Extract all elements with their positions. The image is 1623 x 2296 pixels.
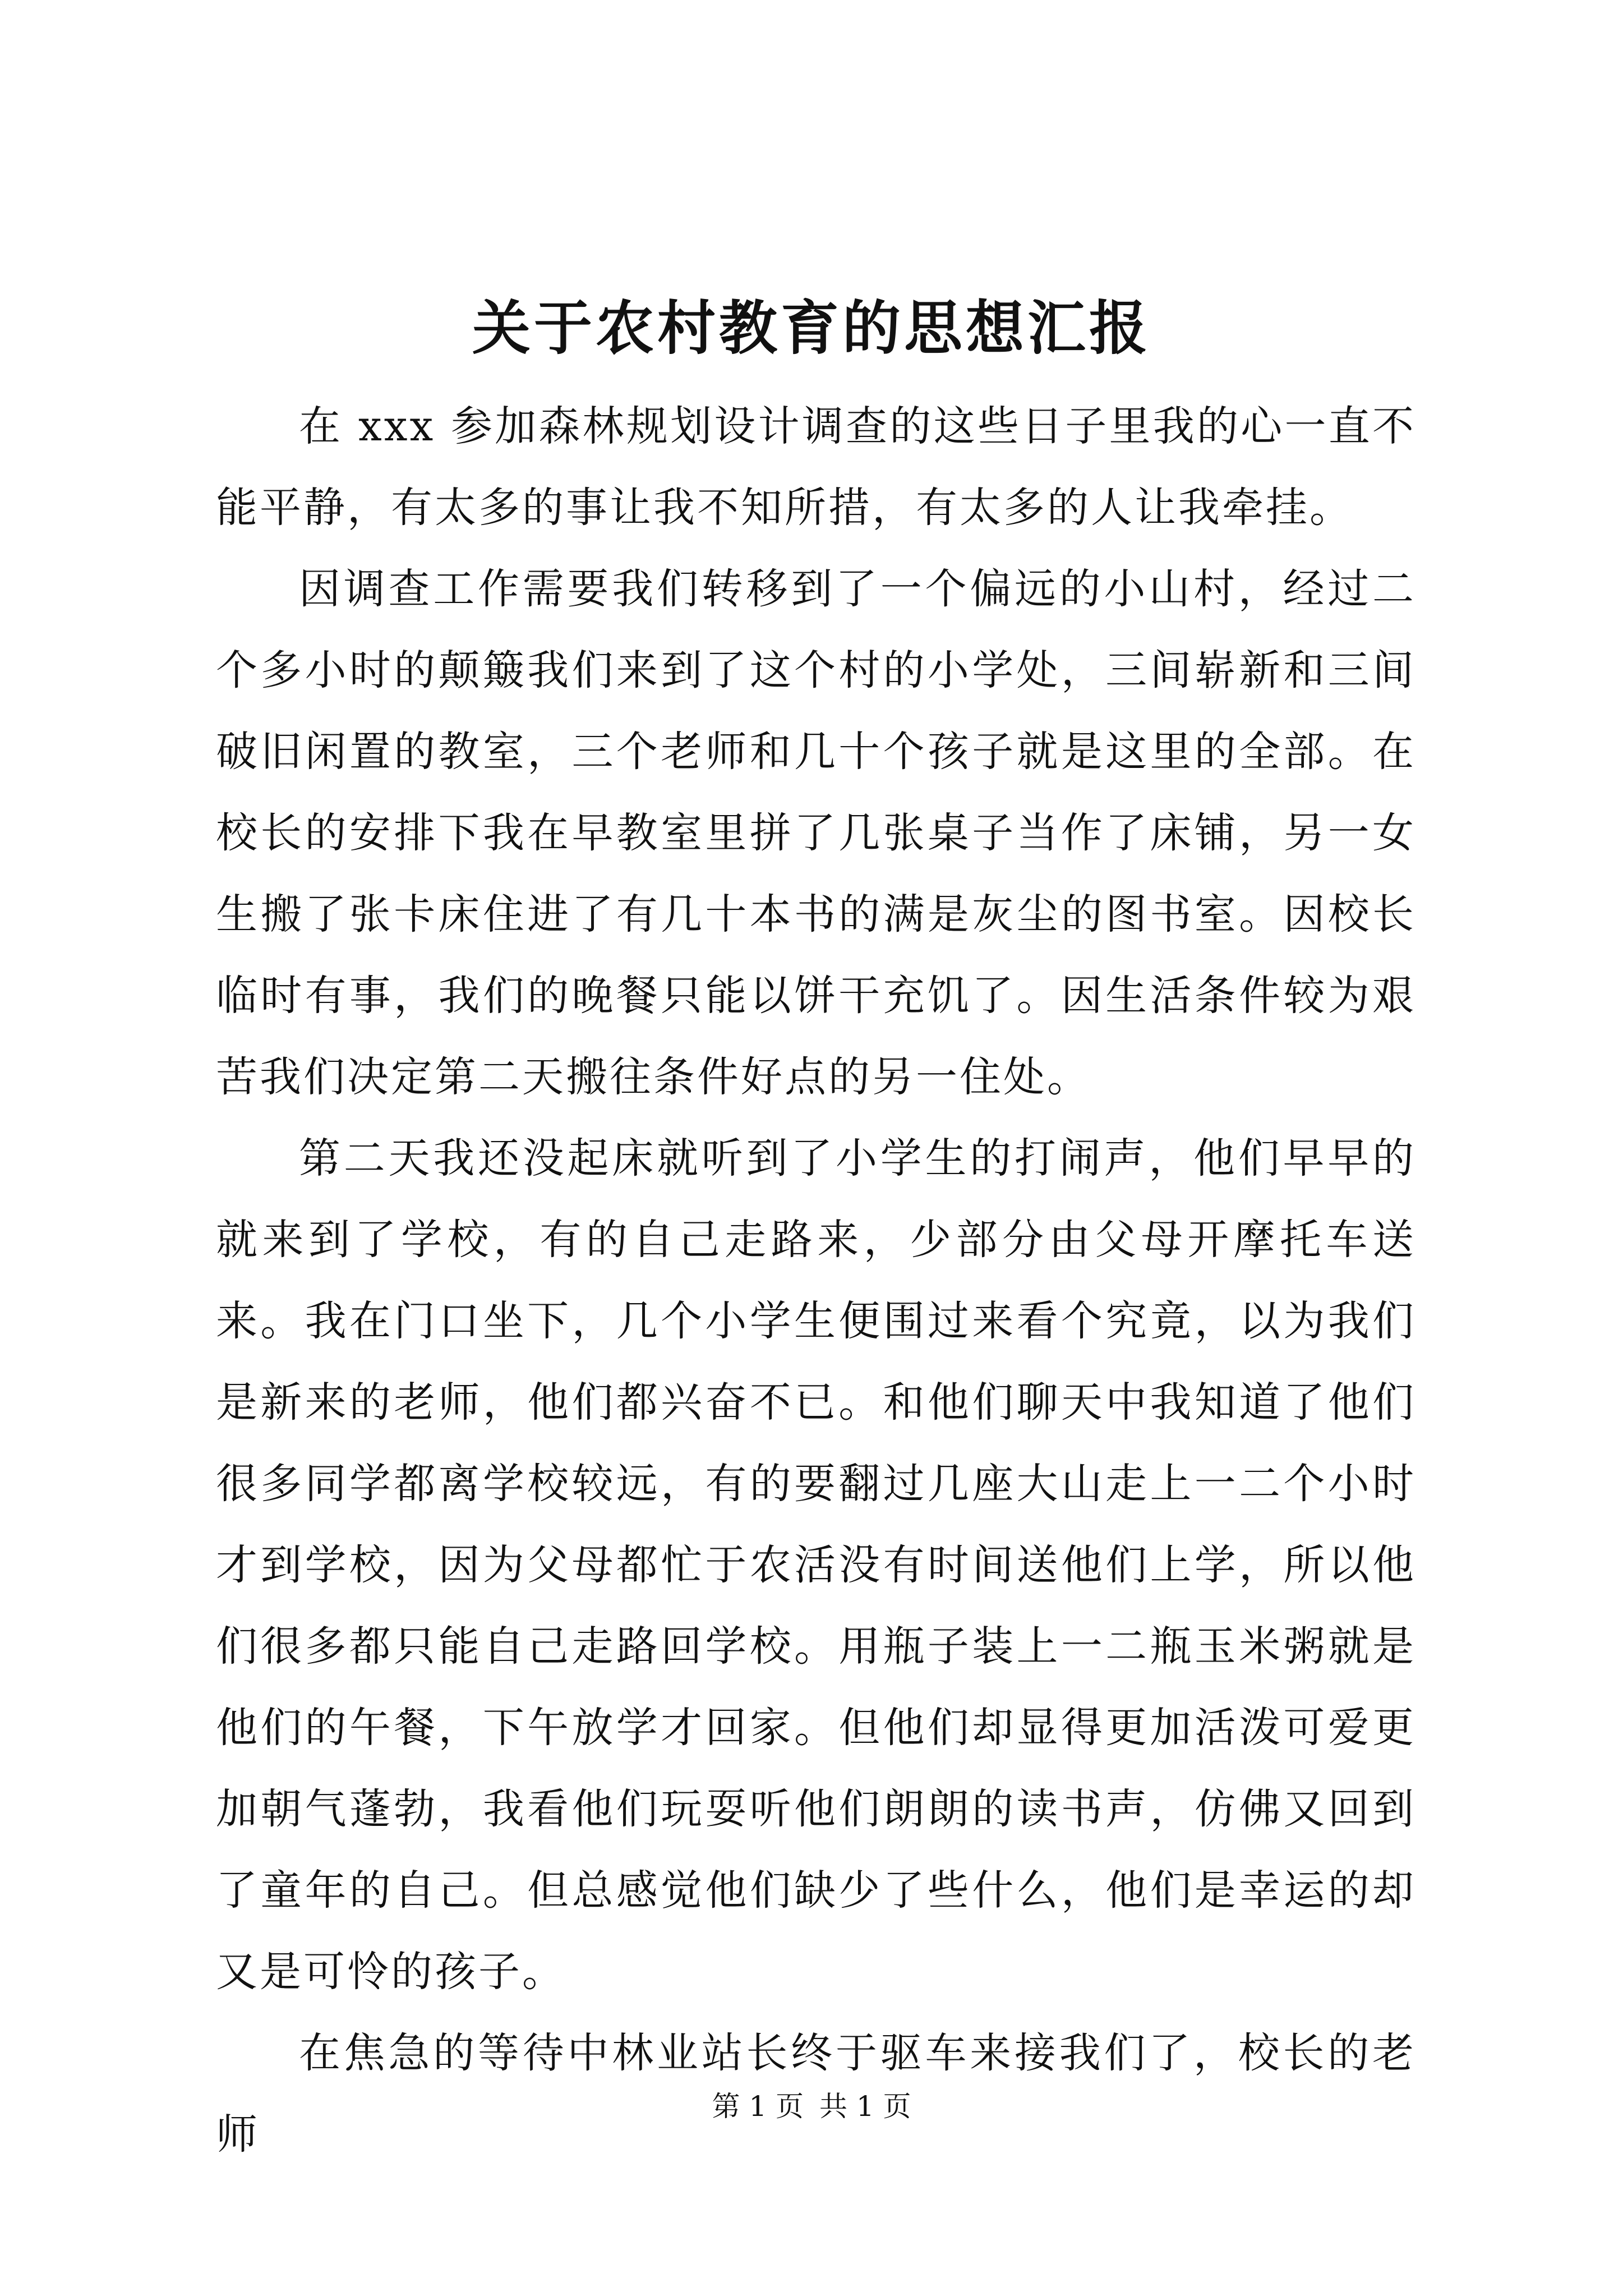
paragraph-1: 在 xxx 参加森林规划设计调查的这些日子里我的心一直不能平静，有太多的事让我不知所措，有太多的人让我牵挂。 <box>216 402 1416 532</box>
page-number-current: 第 1 页 <box>712 2090 804 2123</box>
page-footer <box>0 2087 1623 2126</box>
document-body <box>216 386 1416 2175</box>
paragraph-3: 第二天我还没起床就听到了小学生的打闹声，他们早早的就来到了学校，有的自己走路来，少部分由父母开摩托车送来。我在门口坐下，几个小学生便围过来看个究竟，以为我们是新来的老师，他们都兴奋不已。和他们聊天中我知道了他们很多同学都离学校较远，有的要翻过几座大山走上一二个小时才到学校，因为父母都忙于农活没有时间送他们上学，所以他们很多都只能自己走路回学校。用瓶子装上一二瓶玉米粥就是他们的午餐，下午放学才回家。但他们却显得更加活泼可爱更加朝气蓬勃，我看他们玩耍听他们朗朗的读书声，仿佛又回到了童年的自己。但总感觉他们缺少了些什么，他们是幸运的却又是可怜的孩子。 <box>216 1134 1416 1996</box>
paragraph-4: 在焦急的等待中林业站长终于驱车来接我们了，校长的老师 <box>216 2029 1416 2159</box>
paragraph-2: 因调查工作需要我们转移到了一个偏远的小山村，经过二个多小时的颠簸我们来到了这个村的小学处，三间崭新和三间破旧闲置的教室，三个老师和几十个孩子就是这里的全部。在校长的安排下我在早教室里拼了几张桌子当作了床铺，另一女生搬了张卡床住进了有几十本书的满是灰尘的图书室。因校长临时有事，我们的晚餐只能以饼干充饥了。因生活条件较为艰苦我们决定第二天搬往条件好点的另一住处。 <box>216 565 1416 1101</box>
document-title: 关于农村教育的思想汇报 <box>472 293 1151 362</box>
page-number-total: 共 1 页 <box>819 2090 911 2123</box>
